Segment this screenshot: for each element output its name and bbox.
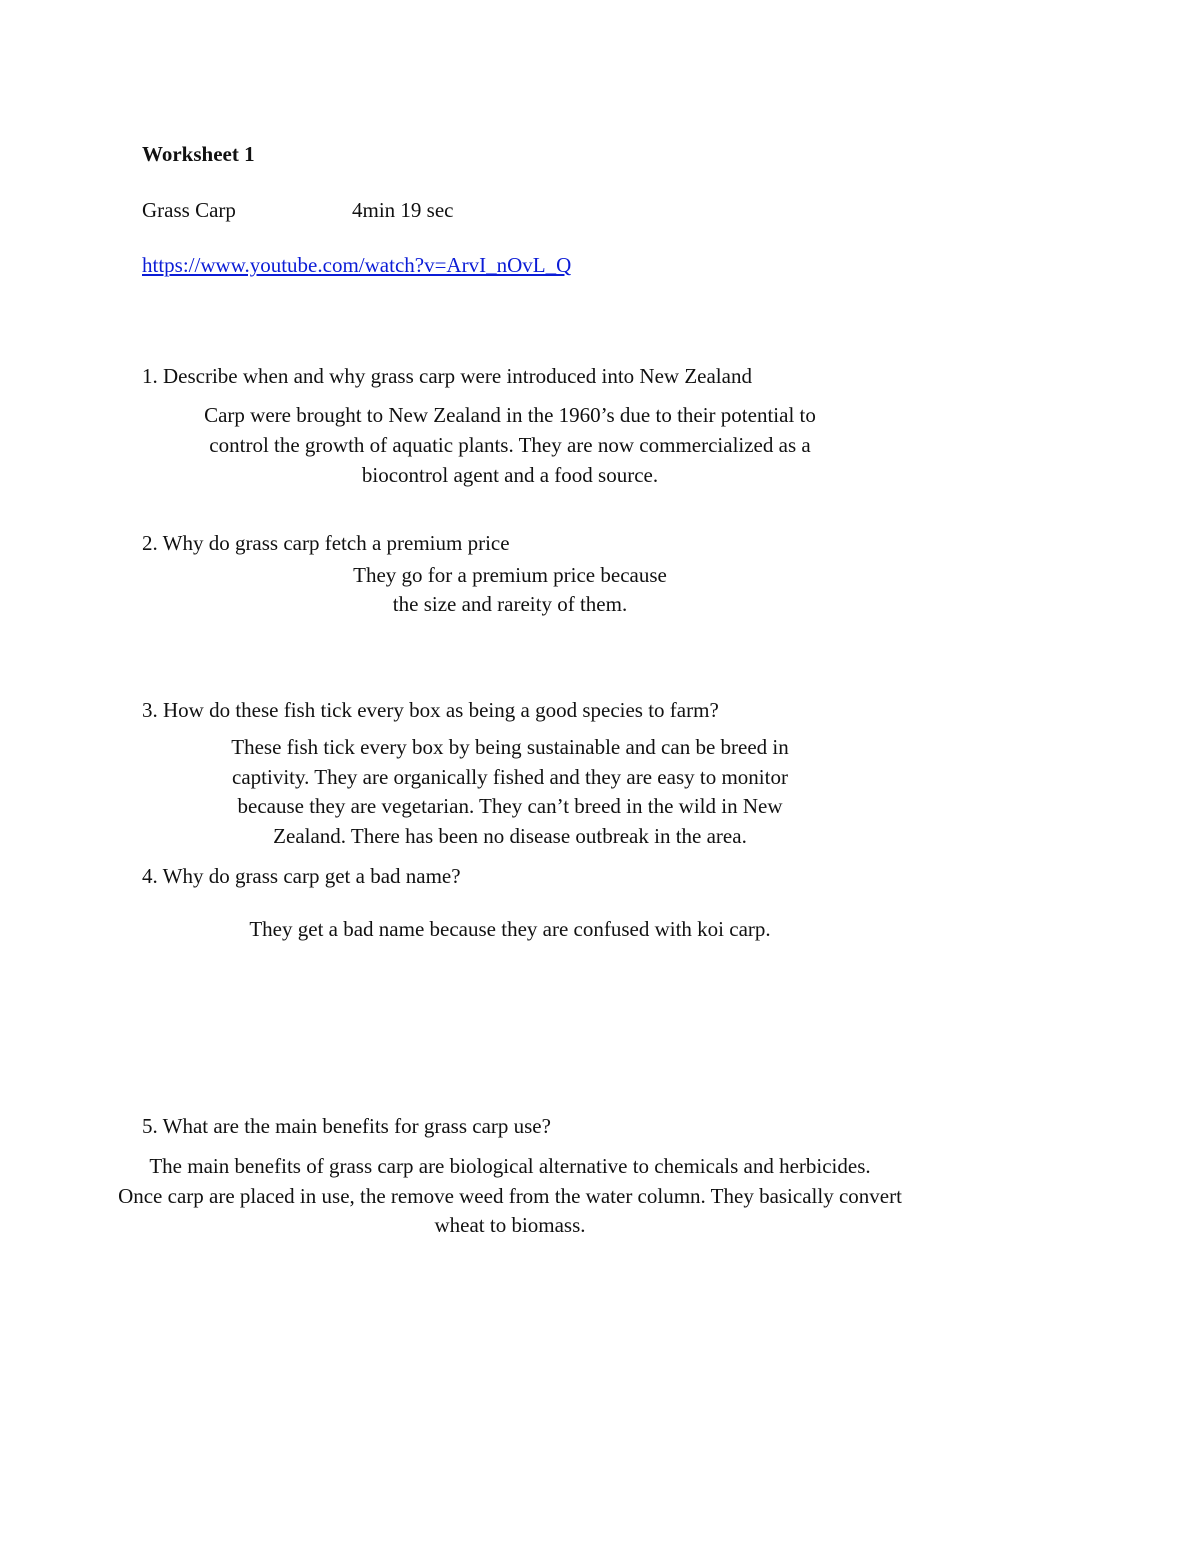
answer-5-line: The main benefits of grass carp are biological alternative to chemicals and herbicides. (149, 1154, 871, 1178)
video-link[interactable]: https://www.youtube.com/watch?v=ArvI_nOvL_Q (142, 253, 572, 277)
answer-1-line: biocontrol agent and a food source. (361, 463, 659, 487)
answer-2-line: the size and rareity of them. (392, 592, 628, 616)
question-3: 3. How do these fish tick every box as being a good species to farm? (142, 698, 719, 722)
answer-1-line: control the growth of aquatic plants. They are now commercialized as a (209, 433, 811, 457)
answer-3-line: These fish tick every box by being sustainable and can be breed in (231, 735, 789, 759)
answer-4-line: They get a bad name because they are confused with koi carp. (249, 917, 771, 941)
answer-2 (310, 561, 710, 619)
answer-1-line: Carp were brought to New Zealand in the 1960’s due to their potential to (204, 403, 816, 427)
question-2: 2. Why do grass carp fetch a premium price (142, 531, 510, 555)
answer-5-line: wheat to biomass. (434, 1213, 586, 1237)
answer-4 (160, 914, 860, 944)
answer-1 (140, 400, 880, 490)
answer-5 (40, 1152, 980, 1241)
video-topic: Grass Carp (142, 198, 236, 222)
answer-3-line: captivity. They are organically fished and they are easy to monitor (232, 764, 788, 789)
answer-3-line: Zealand. There has been no disease outbreak in the area. (273, 823, 747, 848)
question-4: 4. Why do grass carp get a bad name? (142, 864, 461, 888)
answer-5-line: Once carp are placed in use, the remove weed from the water column. They basically convert (118, 1183, 902, 1208)
answer-3-line: because they are vegetarian. They can’t breed in the wild in New (237, 794, 783, 818)
question-5: 5. What are the main benefits for grass carp use? (142, 1114, 551, 1138)
worksheet-title: Worksheet 1 (142, 142, 255, 166)
video-duration: 4min 19 sec (352, 198, 454, 222)
question-1: 1. Describe when and why grass carp were introduced into New Zealand (142, 364, 752, 388)
answer-2-line: They go for a premium price because (353, 563, 667, 587)
answer-3 (160, 733, 860, 851)
